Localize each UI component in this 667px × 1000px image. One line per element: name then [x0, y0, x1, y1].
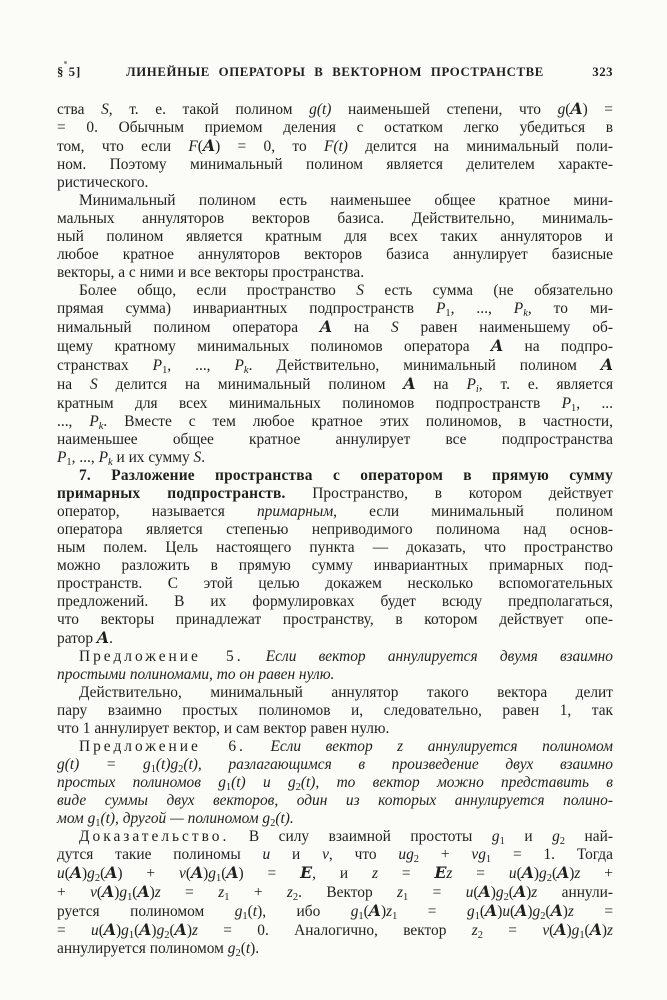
text-line: том, что если F(A) = 0, то F(t) делится на минимальный поли-	[57, 136, 613, 156]
script-operator-letter: A	[403, 374, 416, 394]
paragraph	[57, 192, 613, 282]
script-operator-letter: A	[319, 317, 333, 337]
text-line: нимальный полином оператора A на S равен наименьшему об-	[57, 317, 613, 337]
text-line: Предложение 6. Если вектор z аннулируется полиномом	[79, 738, 613, 756]
text-line: мом $g_1(t)$, другой — полиномом $g_2(t)$.	[57, 810, 294, 830]
text-line: Предложение 5. Если вектор аннулируется двумя взаимно	[79, 647, 613, 665]
text-line: мальных аннуляторов векторов базиса. Действительно, минималь-	[57, 210, 613, 228]
text-line: ..., $P_k$. Вместе с тем любое кратное этих полиномов, в частности,	[57, 412, 613, 432]
script-operator-letter: A	[485, 901, 498, 921]
text-line: ства S, т. е. такой полином g(t) наименьшей степени, что g(A) =	[57, 99, 613, 118]
text-line: оператора является степенью неприводимого полинома над основ-	[57, 520, 613, 538]
script-operator-letter: A	[368, 901, 381, 921]
text-line: любое кратное аннуляторов векторов базиса аннулирует базисные	[57, 246, 613, 264]
script-operator-letter: A	[69, 863, 83, 883]
script-operator-letter: A	[202, 136, 216, 156]
script-operator-letter: A	[521, 863, 534, 883]
text-line: пару взаимно простых полиномов и, следовательно, равен 1, так	[57, 702, 613, 720]
text-line: ным полем. Цель настоящего пункта — доказать, что пространство	[57, 538, 613, 556]
text-line: простых полиномов $g_1(t)$ и $g_2(t)$, то вектор можно представить в	[57, 774, 613, 794]
paragraph	[57, 467, 613, 648]
script-operator-letter: A	[490, 336, 504, 356]
page-number: 323	[592, 65, 613, 79]
script-operator-letter: E	[434, 863, 447, 883]
text-line: странствах $P_1$, ..., $P_k$. Действительно, минимальный полином A	[57, 355, 613, 377]
text-line: ристического.	[57, 174, 149, 192]
text-line: пространств. С этой целью докажем несколько вспомогательных	[57, 574, 613, 592]
section-label: § 5]	[57, 65, 82, 79]
script-operator-letter: A	[478, 882, 491, 902]
script-operator-letter: A	[105, 863, 118, 883]
paragraph	[57, 282, 613, 466]
text-line: оператор, называется примарным, если минимальный полином	[57, 502, 613, 520]
text-line: $g(t) = g_1(t)g_2(t)$, разлагающимся в произведение двух взаимно	[57, 756, 614, 776]
paragraph	[57, 828, 613, 958]
script-operator-letter: A	[139, 920, 152, 940]
text-line: предложений. В их формулировках будет всюду предполагаться,	[57, 592, 613, 610]
text-line: прямая сумма) инвариантных подпространств $P_1$, ..., $P_k$, то ми-	[57, 300, 613, 320]
text-line: + $v(A)g_1(A)z = z_1 + z_2$. Вектор $z_1 = u(A)g_2(A)z$ аннули-	[57, 882, 613, 904]
paragraph	[57, 738, 613, 828]
text-line: аннулируется полиномом $g_2(t)$.	[57, 940, 260, 960]
script-operator-letter: A	[102, 882, 115, 902]
text-line: на S делится на минимальный полином A на $P_i$, т. е. является	[57, 374, 614, 396]
paragraph	[57, 684, 613, 738]
script-operator-letter: A	[557, 863, 570, 883]
script-operator-letter: A	[96, 627, 110, 647]
text-line: $u(A)g_2(A) + v(A)g_1(A) = E$, и $z = Ez = u(A)g_2(A)z$ +	[57, 863, 613, 885]
text-line: кратным для всех минимальных полиномов подпространств $P_1$, ...	[57, 394, 613, 414]
text-line: = $u(A)g_1(A)g_2(A)z = 0$. Аналогично, вектор $z_2 = v(A)g_1(A)z$	[57, 920, 613, 942]
text-line: $P_1$, ..., $P_k$ и их сумму S.	[57, 448, 206, 468]
text-line: = 0. Обычным приемом деления с остатком легко убедиться в	[57, 119, 613, 137]
text-line: Доказательство. В силу взаимной простоты $g_1$ и $g_2$ най-	[79, 828, 613, 848]
text-line: что 1 аннулирует вектор, и сам вектор равен нулю.	[57, 720, 390, 738]
text-line: Более общо, если пространство S есть сумма (не обязательно	[79, 282, 613, 300]
text-line: что векторы принадлежат пространству, в котором действует опе-	[57, 610, 613, 628]
script-operator-letter: A	[190, 863, 204, 883]
page-body	[57, 100, 613, 958]
text-line: руется полиномом $g_1(t)$, ибо $g_1(A)z_1 = g_1(A)u(A)g_2(A)z$ =	[57, 901, 614, 923]
script-operator-letter: E	[300, 863, 313, 883]
text-line: простыми полиномами, то он равен нулю.	[57, 665, 335, 683]
running-title: ЛИНЕЙНЫЕ ОПЕРАТОРЫ В ВЕКТОРНОМ ПРОСТРАНСТВЕ	[126, 65, 544, 79]
script-operator-letter: A	[515, 901, 528, 921]
text-line: дутся такие полиномы u и v, что $ug_2 + vg_1 = 1$. Тогда	[57, 846, 613, 866]
script-operator-letter: A	[570, 99, 583, 118]
text-line: наименьшее общее кратное аннулирует все подпространства	[57, 430, 613, 448]
text-line: виде суммы двух векторов, один из которых аннулируется полино-	[57, 792, 613, 810]
paragraph	[57, 100, 613, 192]
text-line: примарных подпространств. Пространство, в котором действует	[57, 484, 613, 502]
script-operator-letter: A	[137, 882, 150, 902]
script-operator-letter: A	[600, 355, 613, 375]
text-line: ный полином является кратным для всех таких аннуляторов и	[57, 228, 613, 246]
script-operator-letter: A	[513, 882, 527, 902]
script-operator-letter: A	[103, 920, 117, 940]
text-line: Действительно, минимальный аннулятор такого вектора делит	[79, 684, 613, 701]
script-operator-letter: A	[226, 863, 239, 883]
text-line: можно разложить в прямую сумму инвариантных примарных под-	[57, 556, 613, 574]
script-operator-letter: A	[174, 920, 187, 940]
script-operator-letter: A	[550, 901, 563, 921]
text-line: векторы, а с ними и все векторы пространства.	[57, 264, 365, 282]
running-head	[57, 64, 613, 80]
paragraph	[57, 648, 613, 684]
text-line: щему кратному минимальных полиномов оператора A на подпро-	[57, 336, 613, 356]
text-line: ном. Поэтому минимальный полином является делителем характе-	[57, 156, 613, 174]
text-line: 7. Разложение пространства с оператором в прямую сумму	[79, 466, 613, 484]
text-line: ратор A.	[57, 627, 113, 647]
script-operator-letter: A	[589, 920, 602, 940]
script-operator-letter: A	[554, 920, 567, 940]
text-line: Минимальный полином есть наименьшее общее кратное мини-	[79, 192, 613, 210]
